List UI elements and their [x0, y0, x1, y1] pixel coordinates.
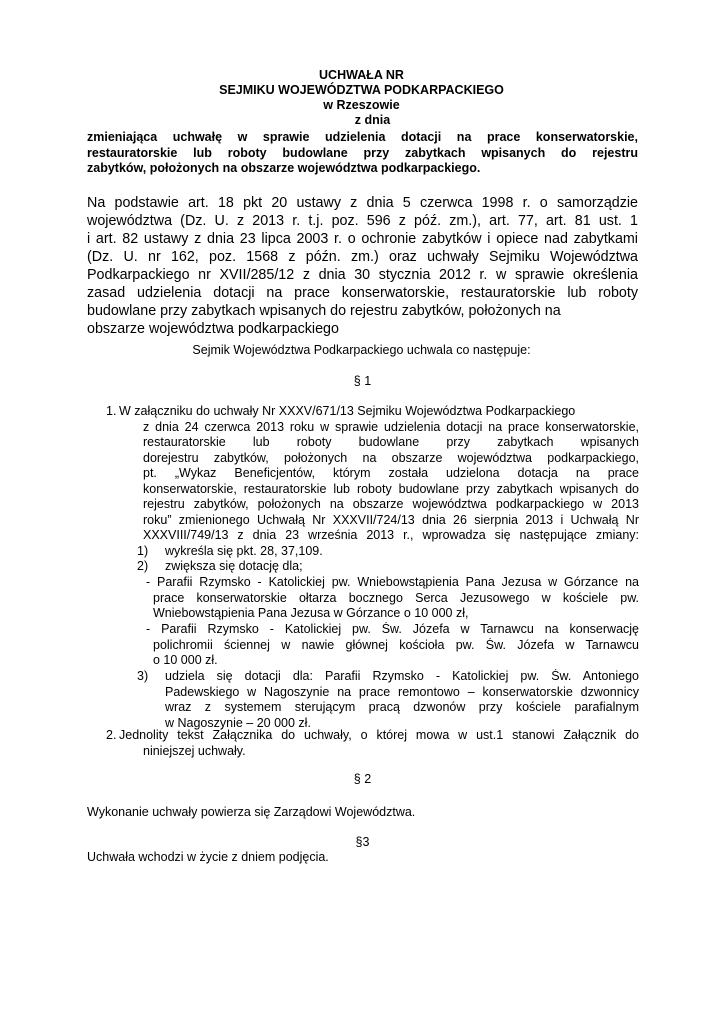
basis-line: zasad udzielenia dotacji na prace konserwatorskie, restauratorskie lub roboty: [87, 285, 638, 301]
item-line: roku” zmienionego Uchwałą Nr XXXVII/724/13 dnia 26 sierpnia 2013 i Uchwałą Nr: [143, 512, 639, 527]
resolution-subject: [87, 130, 638, 177]
dash-line: prace konserwatorskie ołtarza bocznego Serca Jezusowego w kościele pw.: [153, 590, 639, 605]
basis-line: obszarze województwa podkarpackiego: [87, 321, 339, 337]
subitem-number: 3): [137, 669, 149, 683]
basis-line: województwa (Dz. U. z 2013 r. t.j. poz. 596 z póź. zm.), art. 77, art. 81 ust. 1: [87, 213, 638, 229]
section-2-title: § 2: [353, 772, 372, 786]
subitem-body: [165, 669, 639, 731]
subject-line: zabytków, położonych na obszarze województwa podkarpackiego.: [87, 161, 481, 175]
dash-item-tarnawiec-cont: [153, 638, 639, 669]
dash-line: o 10 000 zł.: [153, 653, 218, 667]
basis-line: (Dz. U. nr 162, poz. 1568 z późn. zm.) oraz uchwały Sejmiku Województwa: [87, 249, 638, 265]
section-3-text: Uchwała wchodzi w życie z dniem podjęcia.: [87, 850, 329, 864]
item-number: 1.: [106, 404, 117, 418]
subject-line: zmieniająca uchwałę w sprawie udzielenia dotacji na prace konserwatorskie,: [87, 130, 638, 144]
item-line: Jednolity tekst Załącznika do uchwały, o której mowa w ust.1 stanowi Załącznik do: [119, 728, 639, 742]
subitem-line: Padewskiego w Nagoszynie na prace remontowo – konserwatorskie dzwonnicy: [165, 684, 639, 699]
section-3-title: §3: [355, 835, 370, 849]
basis-line: budowlane przy zabytkach wpisanych do rejestru zabytków, położonych na: [87, 303, 561, 319]
subitem-line: w Nagoszynie – 20 000 zł.: [165, 715, 311, 730]
dash-line: Wniebowstąpienia Pana Jezusa w Górzance o 10 000 zł,: [153, 606, 469, 620]
subitem-line: udziela się dotacji dla: Parafii Rzymsko - Katolickiej pw. Św. Antoniego: [165, 669, 639, 683]
council-name: SEJMIKU WOJEWÓDZTWA PODKARPACKIEGO: [219, 83, 504, 97]
item-line: XXXVIII/749/13 z dnia 23 września 2013 r., wprowadza się następujące zmiany:: [143, 528, 639, 542]
item-line: restauratorskie lub roboty budowlane przy zabytkach wpisanych: [143, 435, 639, 449]
dash-item-gorzanka: [146, 575, 639, 591]
item-body: [143, 744, 639, 760]
resolves-statement: Sejmik Województwa Podkarpackiego uchwala co następuje:: [192, 343, 531, 357]
subitem-text: wykreśla się pkt. 28, 37,109.: [165, 544, 323, 558]
dash-item-gorzanka-cont: [153, 591, 639, 622]
item-line: rejestru zabytków, położonych na obszarze województwa podkarpackiego w 2013: [143, 497, 639, 511]
dash-item-tarnawiec: [146, 622, 639, 638]
basis-line: i art. 82 ustawy z dnia 23 lipca 2003 r. o ochronie zabytków i opiece nad zabytkami: [87, 231, 638, 247]
section-2-text: Wykonanie uchwały powierza się Zarządowi Województwa.: [87, 805, 416, 819]
item-line: niniejszej uchwały.: [143, 743, 246, 758]
dash-line: polichromii ściennej w nawie głównej kościoła pw. Św. Józefa w Tarnawcu: [153, 637, 639, 652]
subitem-number: 2): [137, 559, 149, 573]
item-line: dorejestru zabytków, położonych na obszarze województwa podkarpackiego,: [143, 450, 639, 465]
item-line: W załączniku do uchwały Nr XXXV/671/13 Sejmiku Województwa Podkarpackiego: [119, 404, 576, 418]
subject-line: restauratorskie lub roboty budowlane przy zabytkach wpisanych do rejestru: [87, 145, 638, 160]
city-line: w Rzeszowie: [323, 98, 400, 112]
item-body: [119, 728, 639, 744]
resolution-number: UCHWAŁA NR: [319, 68, 404, 82]
legal-basis: [87, 194, 638, 338]
item-line: pt. „Wykaz Beneficjentów, którym została udzielona dotacja na prace: [143, 466, 639, 480]
basis-line: Na podstawie art. 18 pkt 20 ustawy z dnia 5 czerwca 1998 r. o samorządzie: [87, 195, 638, 211]
item-line: z dnia 24 czerwca 2013 roku w sprawie udzielenia dotacji na prace konserwatorskie,: [143, 419, 639, 434]
dash-line: - Parafii Rzymsko - Katolickiej pw. Wniebowstąpienia Pana Jezusa w Górzance na: [146, 575, 639, 589]
dash-line: - Parafii Rzymsko - Katolickiej pw. Św. Józefa w Tarnawcu na konserwację: [146, 622, 639, 636]
subitem-text: zwiększa się dotację dla;: [165, 559, 303, 573]
subitem-line: wraz z systemem sterującym pracą dzwonów przy kościele parafialnym: [165, 700, 639, 714]
item-number: 2.: [106, 728, 117, 742]
item-body: [119, 404, 639, 420]
subitem-number: 1): [137, 544, 149, 558]
document-header: [0, 68, 725, 128]
item-body: [143, 420, 639, 544]
basis-line: Podkarpackiego nr XVII/285/12 z dnia 30 stycznia 2012 r. w sprawie określenia: [87, 267, 638, 283]
date-line: z dnia: [354, 113, 391, 127]
section-1-title: § 1: [353, 374, 372, 388]
item-line: konserwatorskie, restauratorskie lub roboty budowlane przy zabytkach wpisanych do: [143, 481, 639, 496]
